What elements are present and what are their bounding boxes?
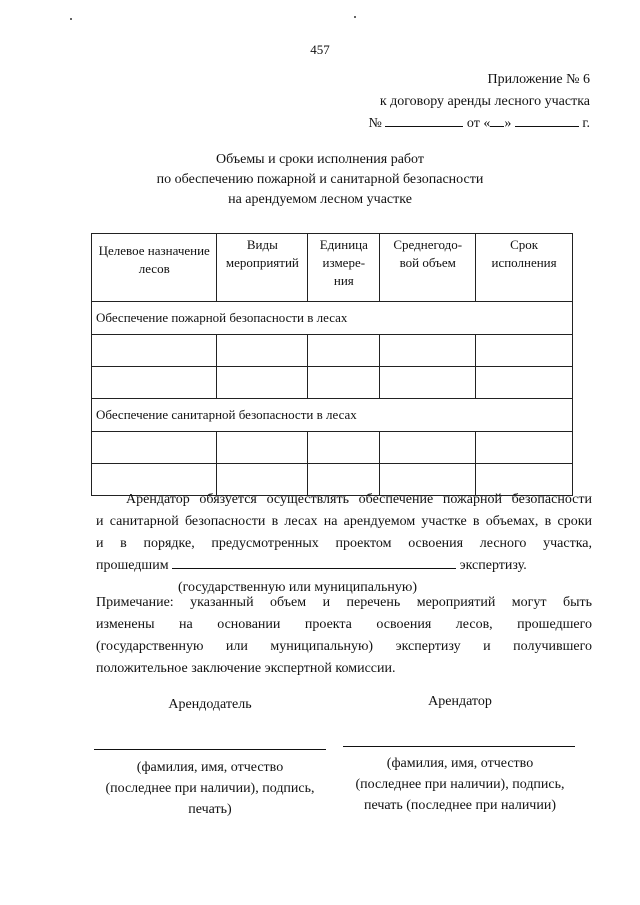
section-sanitary-label: Обеспечение санитарной безопасности в лесах — [92, 399, 573, 432]
passed-label: прошедшим — [96, 558, 169, 573]
obligation-paragraph — [96, 489, 592, 599]
caption-line: печать) — [188, 802, 232, 817]
column-header-volume: Среднегодо-вой объем — [380, 234, 476, 302]
table-cell — [308, 367, 380, 399]
table-cell — [217, 432, 308, 464]
document-title — [0, 150, 640, 210]
scan-speck — [354, 16, 356, 18]
table-cell — [476, 335, 573, 367]
date-from-label: от « — [466, 116, 491, 131]
note-line: изменены на основании проекта освоения лесов, прошедшего — [96, 617, 592, 632]
title-line-3: на арендуемом лесном участке — [228, 192, 412, 207]
table-cell — [308, 432, 380, 464]
table-cell — [380, 335, 476, 367]
number-label: № — [368, 116, 382, 131]
caption-line: (последнее при наличии), подпись, — [355, 777, 565, 792]
table-cell — [217, 335, 308, 367]
table-cell — [92, 335, 217, 367]
table-cell — [92, 432, 217, 464]
paragraph-line: и в порядке, предусмотренных проектом освоения лесного участка, — [96, 536, 592, 551]
title-line-1: Объемы и сроки исполнения работ — [215, 152, 424, 167]
note-paragraph — [96, 592, 592, 680]
lessor-signature-caption — [84, 757, 336, 820]
paragraph-line: и санитарной безопасности в лесах на арендуемом участке в объемах, в сроки — [96, 514, 592, 529]
caption-line: (последнее при наличии), подпись, — [105, 781, 315, 796]
table-cell — [308, 335, 380, 367]
table-cell — [92, 367, 217, 399]
table-row — [92, 335, 573, 367]
works-table — [91, 233, 573, 496]
table-cell — [380, 432, 476, 464]
quote-close: » — [504, 116, 512, 131]
table-header-row — [92, 234, 573, 302]
month-blank — [515, 126, 579, 127]
lessee-signature-line — [343, 746, 575, 747]
lessor-label: Арендодатель — [168, 697, 252, 712]
lessee-signature-caption — [334, 753, 586, 816]
appendix-label: Приложение № 6 — [487, 72, 590, 87]
expertise-hint: (государственную или муниципальную) — [178, 580, 418, 595]
title-line-2: по обеспечению пожарной и санитарной безопасности — [156, 172, 484, 187]
table-row — [92, 367, 573, 399]
caption-line: печать (последнее при наличии) — [363, 798, 556, 813]
table-cell — [476, 367, 573, 399]
section-fire-label: Обеспечение пожарной безопасности в лесах — [92, 302, 573, 335]
caption-line: (фамилия, имя, отчество — [136, 760, 284, 775]
page-number: 457 — [310, 42, 330, 57]
paragraph-line — [96, 555, 592, 577]
expertise-label: экспертизу. — [459, 558, 527, 573]
section-row-sanitary — [92, 399, 573, 432]
caption-line: (фамилия, имя, отчество — [386, 756, 534, 771]
note-line: Примечание: указанный объем и перечень мероприятий могут быть — [96, 595, 592, 610]
table-cell — [217, 367, 308, 399]
section-row-fire — [92, 302, 573, 335]
scan-speck — [70, 18, 72, 20]
lessee-label: Арендатор — [428, 694, 492, 709]
lessor-signature-line — [94, 749, 326, 750]
note-line: (государственную или муниципальную) экспертизу и получившего — [96, 639, 592, 654]
column-header-activities: Виды мероприятий — [217, 234, 308, 302]
paragraph-line: Арендатор обязуется осуществлять обеспечение пожарной безопасности — [126, 492, 592, 507]
contract-number-blank — [385, 126, 463, 127]
contract-reference: к договору аренды лесного участка — [379, 94, 590, 109]
contract-number-line — [369, 116, 590, 132]
column-header-purpose: Целевое назначение лесов — [92, 234, 217, 302]
table-cell — [380, 367, 476, 399]
table-cell — [476, 432, 573, 464]
column-header-deadline: Срок исполнения — [476, 234, 573, 302]
column-header-unit: Единица измере-ния — [308, 234, 380, 302]
year-label: г. — [582, 116, 590, 131]
expertise-type-blank — [172, 568, 456, 569]
note-line: положительное заключение экспертной комиссии. — [96, 661, 396, 676]
table-row — [92, 432, 573, 464]
day-blank — [490, 126, 504, 127]
